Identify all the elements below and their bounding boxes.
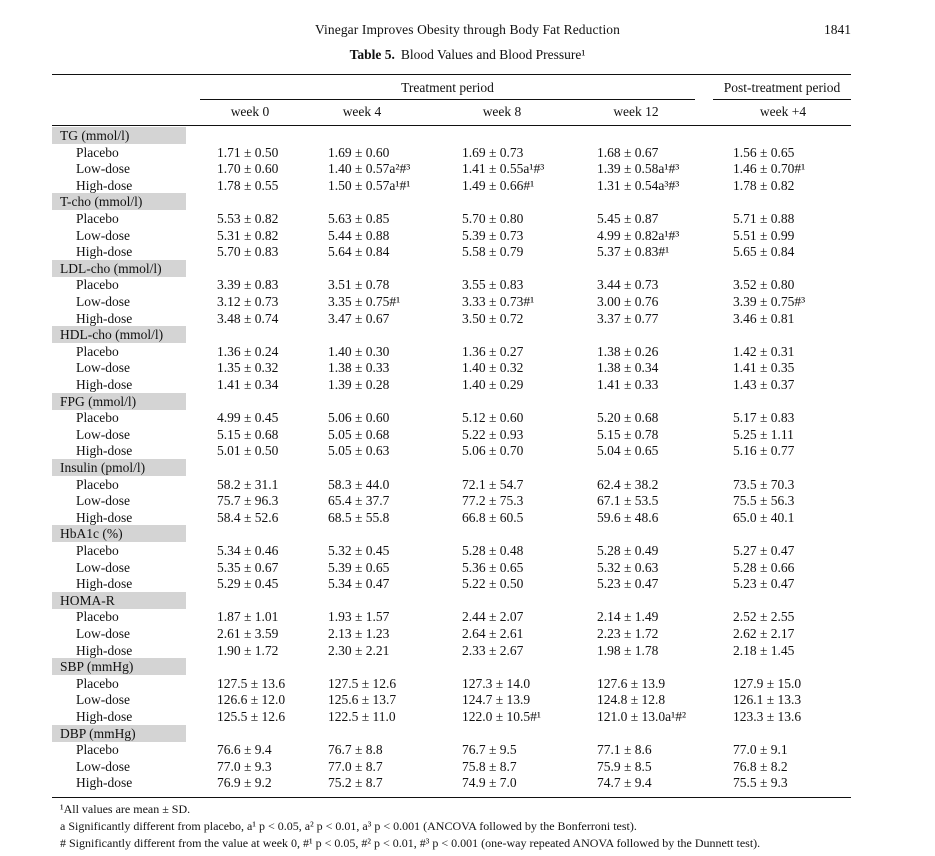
cell-week-0: 5.34 ± 0.46 [217, 543, 279, 558]
span-header-underline-post [713, 99, 851, 100]
footnote-placebo-significance: a Significantly different from placebo, a¹ p < 0.05, a² p < 0.01, a³ p < 0.001 (ANCOVA followed by the Bonferroni test). [60, 819, 637, 833]
cell-week-8: 124.7 ± 13.9 [462, 692, 531, 708]
cell-week-12: 1.31 ± 0.54a³#³ [597, 177, 680, 193]
cell-week-12: 127.6 ± 13.9 [597, 675, 666, 691]
span-header-post-treatment: Post-treatment period [723, 80, 841, 95]
cell-week-8: 5.58 ± 0.79 [462, 244, 524, 260]
row-label-high-dose: High-dose [76, 244, 133, 260]
table-header-rule [52, 125, 851, 126]
cell-week-4: 5.39 ± 0.65 [328, 559, 390, 575]
table-caption [0, 47, 935, 63]
cell-week-0: 1.36 ± 0.24 [217, 343, 279, 359]
cell-week-plus-4: 1.42 ± 0.31 [733, 343, 795, 359]
cell-week-8: 1.41 ± 0.55a¹#³ [462, 161, 545, 177]
cell-week-plus-4: 5.65 ± 0.84 [733, 244, 795, 260]
cell-week-0: 5.53 ± 0.82 [217, 211, 279, 226]
row-label-high-dose: High-dose [76, 642, 133, 658]
cell-week-0: 125.5 ± 12.6 [217, 709, 286, 724]
cell-week-8: 5.28 ± 0.48 [462, 543, 524, 558]
cell-week-12: 2.23 ± 1.72 [597, 626, 659, 641]
row-label-low-dose: Low-dose [76, 227, 130, 243]
cell-week-8: 5.22 ± 0.93 [462, 426, 524, 442]
cell-week-12: 5.32 ± 0.63 [597, 559, 659, 575]
cell-week-8: 66.8 ± 60.5 [462, 509, 524, 525]
row-label-low-dose: Low-dose [76, 559, 130, 575]
cell-week-4: 5.63 ± 0.85 [328, 211, 390, 226]
cell-week-12: 5.37 ± 0.83#¹ [597, 244, 670, 260]
cell-week-12: 67.1 ± 53.5 [597, 493, 659, 509]
row-label-low-dose: Low-dose [76, 493, 130, 509]
row-label-low-dose: Low-dose [76, 294, 130, 309]
cell-week-plus-4: 5.27 ± 0.47 [733, 543, 795, 558]
cell-week-12: 5.28 ± 0.49 [597, 543, 659, 558]
cell-week-12: 3.37 ± 0.77 [597, 310, 659, 326]
cell-week-plus-4: 3.52 ± 0.80 [733, 277, 795, 293]
cell-week-4: 3.35 ± 0.75#¹ [328, 294, 401, 309]
cell-week-4: 1.93 ± 1.57 [328, 609, 390, 625]
row-label-placebo: Placebo [76, 609, 119, 625]
cell-week-4: 1.50 ± 0.57a¹#¹ [328, 177, 411, 193]
cell-week-0: 3.12 ± 0.73 [217, 294, 279, 309]
cell-week-0: 5.31 ± 0.82 [217, 227, 279, 243]
group-label: DBP (mmHg) [60, 725, 136, 741]
cell-week-8: 72.1 ± 54.7 [462, 476, 524, 492]
group-label: SBP (mmHg) [60, 659, 134, 675]
cell-week-0: 58.4 ± 52.6 [217, 509, 279, 525]
cell-week-plus-4: 2.52 ± 2.55 [733, 609, 795, 625]
cell-week-4: 1.69 ± 0.60 [328, 144, 390, 160]
cell-week-12: 59.6 ± 48.6 [597, 509, 659, 525]
cell-week-8: 127.3 ± 14.0 [462, 675, 531, 691]
row-label-placebo: Placebo [76, 543, 119, 558]
cell-week-plus-4: 1.41 ± 0.35 [733, 360, 795, 376]
cell-week-12: 1.38 ± 0.34 [597, 360, 659, 376]
cell-week-plus-4: 75.5 ± 56.3 [733, 493, 795, 509]
cell-week-8: 3.50 ± 0.72 [462, 310, 524, 326]
cell-week-0: 1.90 ± 1.72 [217, 642, 279, 658]
cell-week-plus-4: 5.17 ± 0.83 [733, 410, 795, 426]
cell-week-12: 4.99 ± 0.82a¹#³ [597, 227, 680, 243]
cell-week-plus-4: 3.46 ± 0.81 [733, 310, 795, 326]
cell-week-12: 2.14 ± 1.49 [597, 609, 659, 625]
cell-week-plus-4: 65.0 ± 40.1 [733, 509, 795, 525]
cell-week-8: 122.0 ± 10.5#¹ [462, 709, 541, 724]
cell-week-4: 1.38 ± 0.33 [328, 360, 390, 376]
footnote-week0-significance: # Significantly different from the value at week 0, #¹ p < 0.05, #² p < 0.01, #³ p < 0.001 (one-way repeated ANOVA followed by the Dunnett test). [60, 836, 761, 850]
row-label-high-dose: High-dose [76, 509, 133, 525]
cell-week-0: 1.78 ± 0.55 [217, 177, 279, 193]
cell-week-0: 4.99 ± 0.45 [217, 410, 279, 426]
row-label-placebo: Placebo [76, 277, 119, 293]
cell-week-12: 75.9 ± 8.5 [597, 758, 652, 774]
group-label: LDL-cho (mmol/l) [60, 260, 162, 276]
page-number: 1841 [824, 22, 851, 37]
cell-week-4: 75.2 ± 8.7 [328, 775, 383, 791]
group-label: TG (mmol/l) [60, 128, 130, 143]
cell-week-8: 1.40 ± 0.32 [462, 360, 524, 376]
cell-week-0: 5.15 ± 0.68 [217, 426, 279, 442]
cell-week-12: 62.4 ± 38.2 [597, 476, 659, 492]
cell-week-8: 75.8 ± 8.7 [462, 758, 517, 774]
running-title: Vinegar Improves Obesity through Body Fat Reduction [315, 22, 620, 37]
cell-week-8: 1.69 ± 0.73 [462, 144, 524, 160]
cell-week-0: 3.48 ± 0.74 [217, 310, 279, 326]
row-label-low-dose: Low-dose [76, 758, 130, 774]
cell-week-12: 5.20 ± 0.68 [597, 410, 659, 426]
cell-week-0: 77.0 ± 9.3 [217, 758, 272, 774]
cell-week-8: 76.7 ± 9.5 [462, 742, 517, 758]
cell-week-8: 1.36 ± 0.27 [462, 343, 524, 359]
group-label: FPG (mmol/l) [60, 393, 137, 409]
cell-week-4: 125.6 ± 13.7 [328, 692, 397, 708]
cell-week-plus-4: 127.9 ± 15.0 [733, 675, 802, 691]
cell-week-8: 2.64 ± 2.61 [462, 626, 524, 641]
row-label-high-dose: High-dose [76, 177, 133, 193]
cell-week-12: 1.68 ± 0.67 [597, 144, 659, 160]
cell-week-plus-4: 126.1 ± 13.3 [733, 692, 802, 708]
cell-week-4: 1.40 ± 0.30 [328, 343, 390, 359]
cell-week-0: 2.61 ± 3.59 [217, 626, 279, 641]
cell-week-plus-4: 2.62 ± 2.17 [733, 626, 795, 641]
cell-week-4: 5.06 ± 0.60 [328, 410, 390, 426]
row-label-placebo: Placebo [76, 144, 119, 160]
cell-week-12: 121.0 ± 13.0a¹#² [597, 709, 686, 724]
cell-week-8: 2.33 ± 2.67 [462, 642, 524, 658]
cell-week-12: 1.39 ± 0.58a¹#³ [597, 161, 680, 177]
column-header-week-plus-4: week +4 [759, 104, 807, 119]
cell-week-8: 5.36 ± 0.65 [462, 559, 524, 575]
cell-week-0: 5.70 ± 0.83 [217, 244, 279, 260]
row-label-placebo: Placebo [76, 742, 119, 758]
cell-week-0: 1.70 ± 0.60 [217, 161, 279, 177]
table-caption-text: Blood Values and Blood Pressure¹ [400, 47, 586, 62]
row-label-low-dose: Low-dose [76, 161, 130, 177]
group-label: HDL-cho (mmol/l) [60, 327, 164, 343]
cell-week-0: 5.35 ± 0.67 [217, 559, 279, 575]
cell-week-4: 127.5 ± 12.6 [328, 675, 397, 691]
cell-week-12: 5.23 ± 0.47 [597, 576, 659, 592]
cell-week-0: 76.6 ± 9.4 [217, 742, 272, 758]
column-header-week-0: week 0 [230, 104, 270, 119]
row-label-low-dose: Low-dose [76, 692, 130, 708]
cell-week-8: 3.55 ± 0.83 [462, 277, 524, 293]
cell-week-0: 1.87 ± 1.01 [217, 609, 279, 625]
row-label-high-dose: High-dose [76, 576, 133, 592]
group-label: HbA1c (%) [60, 526, 123, 542]
cell-week-4: 5.64 ± 0.84 [328, 244, 390, 260]
cell-week-8: 74.9 ± 7.0 [462, 775, 517, 791]
cell-week-8: 5.06 ± 0.70 [462, 443, 524, 459]
cell-week-12: 3.44 ± 0.73 [597, 277, 659, 293]
table-top-rule [52, 74, 851, 75]
cell-week-4: 5.44 ± 0.88 [328, 227, 390, 243]
row-label-low-dose: Low-dose [76, 426, 130, 442]
cell-week-12: 5.04 ± 0.65 [597, 443, 659, 459]
cell-week-4: 3.51 ± 0.78 [328, 277, 390, 293]
row-label-low-dose: Low-dose [76, 626, 130, 641]
cell-week-4: 1.40 ± 0.57a²#³ [328, 161, 411, 177]
cell-week-4: 122.5 ± 11.0 [328, 709, 396, 724]
cell-week-0: 75.7 ± 96.3 [217, 493, 279, 509]
row-label-high-dose: High-dose [76, 443, 133, 459]
row-label-high-dose: High-dose [76, 377, 133, 392]
row-label-placebo: Placebo [76, 476, 119, 492]
cell-week-4: 5.05 ± 0.68 [328, 426, 390, 442]
cell-week-plus-4: 123.3 ± 13.6 [733, 709, 802, 724]
row-label-placebo: Placebo [76, 211, 119, 226]
cell-week-12: 124.8 ± 12.8 [597, 692, 666, 708]
cell-week-4: 2.13 ± 1.23 [328, 626, 390, 641]
cell-week-4: 3.47 ± 0.67 [328, 310, 390, 326]
cell-week-4: 76.7 ± 8.8 [328, 742, 383, 758]
cell-week-12: 5.45 ± 0.87 [597, 211, 659, 226]
cell-week-0: 1.35 ± 0.32 [217, 360, 279, 376]
table-caption-label: Table 5. [349, 47, 395, 62]
cell-week-4: 2.30 ± 2.21 [328, 642, 390, 658]
table-bottom-rule [52, 797, 851, 798]
cell-week-12: 1.41 ± 0.33 [597, 377, 659, 392]
cell-week-12: 77.1 ± 8.6 [597, 742, 652, 758]
cell-week-plus-4: 5.25 ± 1.11 [733, 426, 794, 442]
cell-week-plus-4: 1.43 ± 0.37 [733, 377, 795, 392]
cell-week-4: 65.4 ± 37.7 [328, 493, 390, 509]
cell-week-plus-4: 5.51 ± 0.99 [733, 227, 795, 243]
row-label-placebo: Placebo [76, 343, 119, 359]
column-header-week-12: week 12 [613, 104, 659, 119]
row-label-low-dose: Low-dose [76, 360, 130, 376]
cell-week-4: 68.5 ± 55.8 [328, 509, 390, 525]
cell-week-8: 2.44 ± 2.07 [462, 609, 524, 625]
cell-week-4: 5.34 ± 0.47 [328, 576, 390, 592]
cell-week-8: 5.70 ± 0.80 [462, 211, 524, 226]
row-label-high-dose: High-dose [76, 310, 133, 326]
cell-week-plus-4: 1.78 ± 0.82 [733, 177, 795, 193]
cell-week-8: 5.12 ± 0.60 [462, 410, 524, 426]
cell-week-plus-4: 2.18 ± 1.45 [733, 642, 795, 658]
cell-week-plus-4: 1.46 ± 0.70#¹ [733, 161, 806, 177]
column-header-week-4: week 4 [342, 104, 382, 119]
cell-week-0: 127.5 ± 13.6 [217, 675, 286, 691]
cell-week-0: 5.29 ± 0.45 [217, 576, 279, 592]
cell-week-12: 3.00 ± 0.76 [597, 294, 659, 309]
group-label: T-cho (mmol/l) [60, 194, 143, 210]
footnote-values: ¹All values are mean ± SD. [60, 802, 191, 816]
cell-week-0: 5.01 ± 0.50 [217, 443, 279, 459]
cell-week-8: 1.40 ± 0.29 [462, 377, 524, 392]
cell-week-plus-4: 75.5 ± 9.3 [733, 775, 788, 791]
cell-week-plus-4: 5.71 ± 0.88 [733, 211, 795, 226]
cell-week-12: 1.98 ± 1.78 [597, 642, 659, 658]
cell-week-4: 1.39 ± 0.28 [328, 377, 390, 392]
cell-week-4: 5.32 ± 0.45 [328, 543, 390, 558]
cell-week-4: 5.05 ± 0.63 [328, 443, 390, 459]
cell-week-12: 5.15 ± 0.78 [597, 426, 659, 442]
cell-week-0: 3.39 ± 0.83 [217, 277, 279, 293]
column-header-week-8: week 8 [482, 104, 522, 119]
cell-week-4: 77.0 ± 8.7 [328, 758, 383, 774]
cell-week-plus-4: 3.39 ± 0.75#³ [733, 294, 806, 309]
cell-week-12: 1.38 ± 0.26 [597, 343, 659, 359]
cell-week-plus-4: 5.23 ± 0.47 [733, 576, 795, 592]
span-header-treatment: Treatment period [401, 80, 494, 95]
group-label: Insulin (pmol/l) [60, 460, 146, 475]
cell-week-plus-4: 5.16 ± 0.77 [733, 443, 795, 459]
cell-week-0: 76.9 ± 9.2 [217, 775, 272, 791]
cell-week-plus-4: 77.0 ± 9.1 [733, 742, 788, 758]
cell-week-8: 77.2 ± 75.3 [462, 493, 524, 509]
cell-week-plus-4: 73.5 ± 70.3 [733, 476, 795, 492]
cell-week-12: 74.7 ± 9.4 [597, 775, 652, 791]
cell-week-8: 3.33 ± 0.73#¹ [462, 294, 535, 309]
cell-week-8: 5.22 ± 0.50 [462, 576, 524, 592]
cell-week-0: 58.2 ± 31.1 [217, 476, 279, 492]
cell-week-0: 1.71 ± 0.50 [217, 144, 279, 160]
cell-week-plus-4: 5.28 ± 0.66 [733, 559, 795, 575]
row-label-high-dose: High-dose [76, 709, 133, 724]
cell-week-plus-4: 76.8 ± 8.2 [733, 758, 788, 774]
row-label-placebo: Placebo [76, 675, 119, 691]
cell-week-0: 126.6 ± 12.0 [217, 692, 286, 708]
group-label: HOMA-R [60, 592, 115, 608]
cell-week-plus-4: 1.56 ± 0.65 [733, 144, 795, 160]
cell-week-4: 58.3 ± 44.0 [328, 476, 390, 492]
row-label-placebo: Placebo [76, 410, 119, 426]
span-header-underline-treatment [200, 99, 695, 100]
cell-week-0: 1.41 ± 0.34 [217, 377, 279, 392]
cell-week-8: 5.39 ± 0.73 [462, 227, 524, 243]
cell-week-8: 1.49 ± 0.66#¹ [462, 177, 535, 193]
row-label-high-dose: High-dose [76, 775, 133, 791]
